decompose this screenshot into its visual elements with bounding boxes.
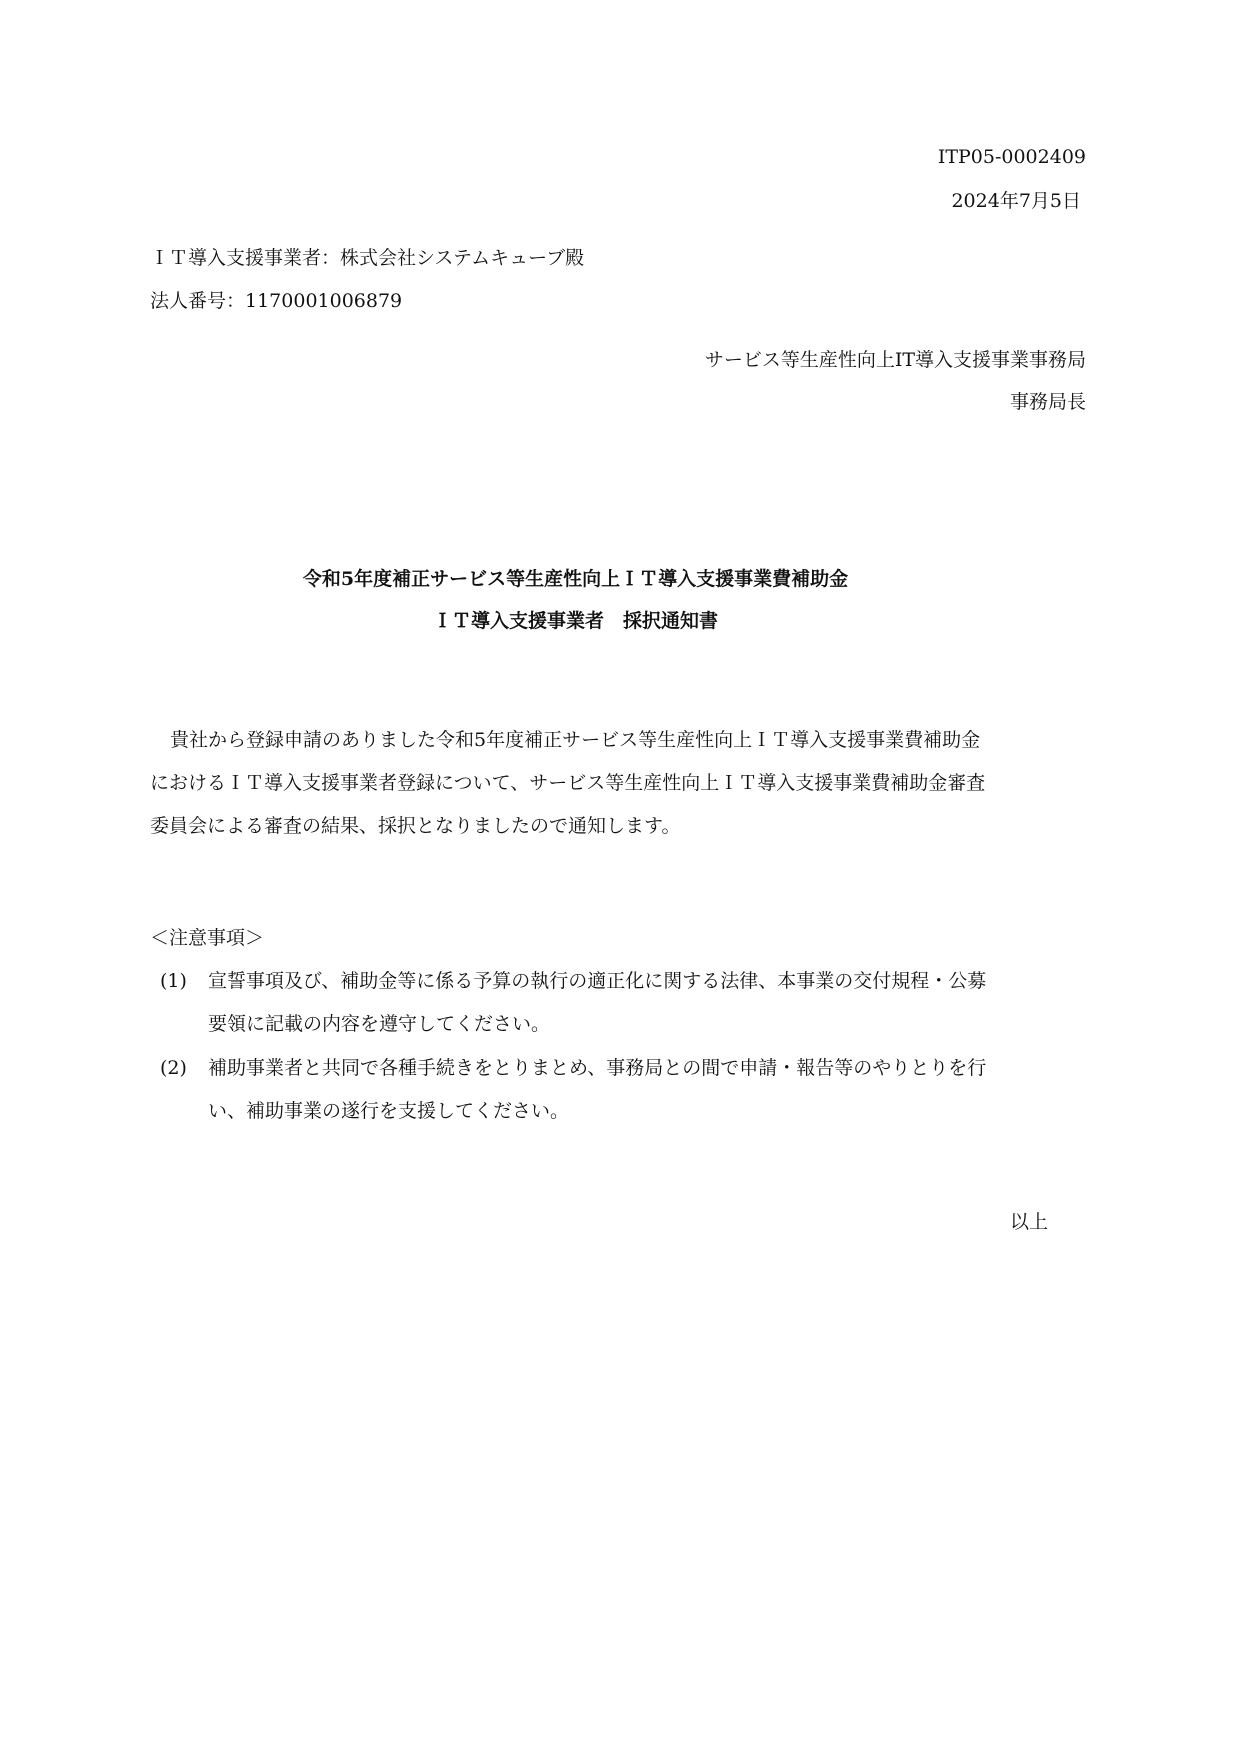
corporate-number: 法人番号：1170001006879 [150, 290, 403, 312]
document-title-line-2: ＩＴ導入支援事業者 採択通知書 [432, 610, 718, 632]
body-text-line-3: 委員会による審査の結果、採択となりましたので通知します。 [150, 815, 681, 837]
note-text-line: い、補助事業の遂行を支援してください。 [208, 1100, 570, 1122]
issuer-organization: サービス等生産性向上IT導入支援事業事務局 [704, 349, 1086, 371]
note-text-line: 要領に記載の内容を遵守してください。 [208, 1013, 551, 1035]
note-number: (1) [160, 970, 187, 992]
body-text-line-1: 貴社から登録申請のありました令和5年度補正サービス等生産性向上ＩＴ導入支援事業費補助金 [170, 729, 981, 751]
note-text-line: 補助事業者と共同で各種手続きをとりまとめ、事務局との間で申請・報告等のやりとりを行 [208, 1057, 987, 1079]
note-number: (2) [160, 1057, 187, 1079]
document-number: ITP05-0002409 [937, 146, 1086, 168]
document-title-line-1: 令和5年度補正サービス等生産性向上ＩＴ導入支援事業費補助金 [302, 568, 849, 590]
notes-heading: ＜注意事項＞ [150, 927, 265, 949]
closing-mark: 以上 [1010, 1211, 1049, 1233]
document-date: 2024年7月5日 [951, 190, 1081, 212]
note-text-line: 宣誓事項及び、補助金等に係る予算の執行の適正化に関する法律、本事業の交付規程・公募 [208, 970, 987, 992]
issuer-title: 事務局長 [1009, 391, 1086, 413]
body-text-line-2: におけるＩＴ導入支援事業者登録について、サービス等生産性向上ＩＴ導入支援事業費補助金審査 [150, 772, 986, 794]
addressee: ＩＴ導入支援事業者：株式会社システムキューブ殿 [150, 247, 585, 269]
